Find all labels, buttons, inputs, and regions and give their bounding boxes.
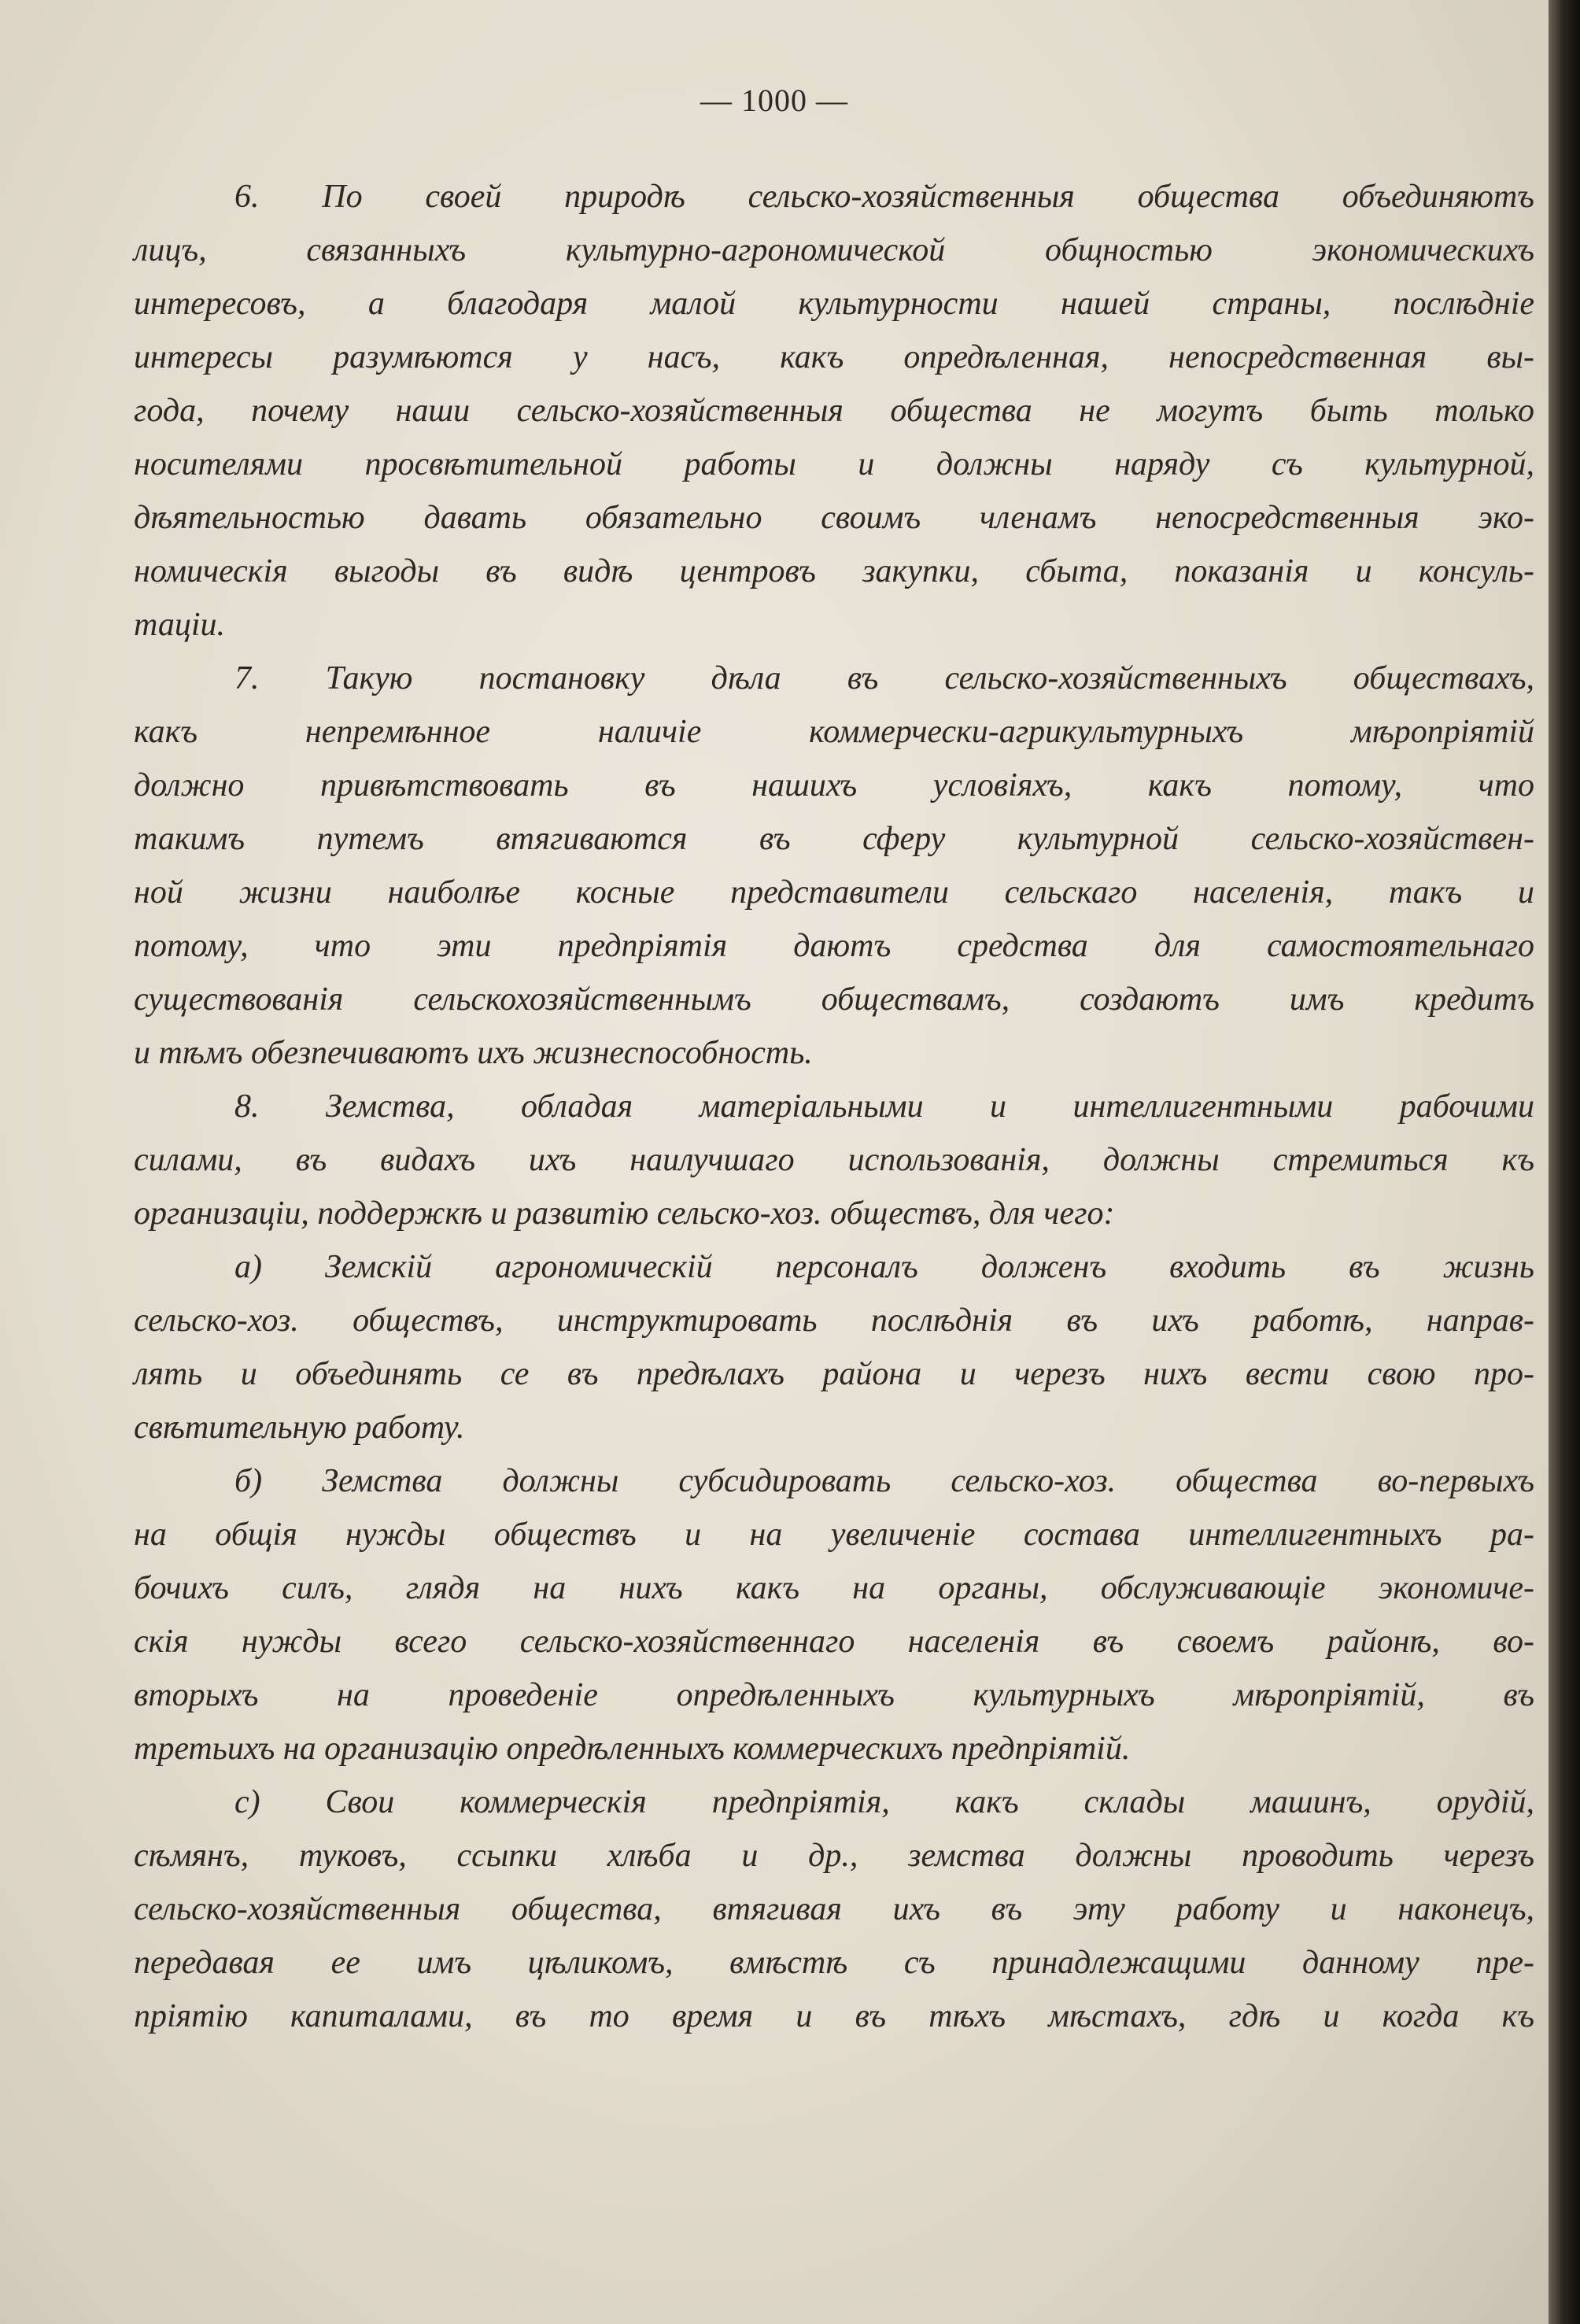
text-line: на общiя нужды обществъ и на увеличенie состава интеллигентныхъ ра- xyxy=(134,1517,1534,1553)
text-line: с) Свои коммерческiя предпрiятiя, какъ склады машинъ, орудiй, xyxy=(234,1784,1534,1820)
text-line: а) Земскiй агрономическiй персоналъ долженъ входить въ жизнь xyxy=(234,1249,1534,1285)
paragraph-8c xyxy=(134,1775,1534,2043)
text-line: какъ непремѣнное наличie коммерчески-агрикультурныхъ мѣропрiятiй xyxy=(134,714,1534,750)
paragraph-6 xyxy=(134,170,1534,652)
text-line: сельско-хоз. обществъ, инструктировать послѣднiя въ ихъ работѣ, направ- xyxy=(134,1302,1534,1339)
text-line: лицъ, связанныхъ культурно-агрономической общностью экономическихъ xyxy=(134,232,1534,268)
paragraph-8b xyxy=(134,1454,1534,1775)
text-line: года, почему наши сельско-хозяйственныя общества не могутъ быть только xyxy=(134,393,1534,429)
text-line: дѣятельностью давать обязательно своимъ членамъ непосредственныя эко- xyxy=(134,500,1534,536)
text-line: такимъ путемъ втягиваются въ сферу культурной сельско-хозяйствен- xyxy=(134,821,1534,857)
text-line: потому, что эти предпрiятiя даютъ средства для самостоятельнаго xyxy=(134,928,1534,964)
page-body-text xyxy=(134,170,1534,2043)
text-line: тацiи. xyxy=(134,607,226,643)
text-line: бочихъ силъ, глядя на нихъ какъ на органы, обслуживающie экономиче- xyxy=(134,1570,1534,1606)
text-line: лять и объединять се въ предѣлахъ района и черезъ нихъ вести свою про- xyxy=(134,1356,1534,1392)
text-line: сѣмянъ, туковъ, ссыпки хлѣба и др., земства должны проводить черезъ xyxy=(134,1838,1534,1874)
text-line: интересы разумѣются у насъ, какъ опредѣленная, непосредственная вы- xyxy=(134,339,1534,375)
paragraph-7 xyxy=(134,652,1534,1080)
paragraph-8 xyxy=(134,1080,1534,1240)
text-line: интересовъ, а благодаря малой культурности нашей страны, послѣднie xyxy=(134,286,1534,322)
text-line: скiя нужды всего сельско-хозяйственнаго населенiя въ своемъ районѣ, во- xyxy=(134,1624,1534,1660)
page-number: — 1000 — xyxy=(700,83,848,118)
text-line: силами, въ видахъ ихъ наилучшаго использованiя, должны стремиться къ xyxy=(134,1142,1534,1178)
text-line: свѣтительную работу. xyxy=(134,1410,465,1446)
text-line: ной жизни наиболѣе косные представители сельскаго населенiя, такъ и xyxy=(134,874,1534,911)
text-line: существованiя сельскохозяйственнымъ обществамъ, создаютъ имъ кредитъ xyxy=(134,981,1534,1018)
text-line: сельско-хозяйственныя общества, втягивая ихъ въ эту работу и наконецъ, xyxy=(134,1891,1534,1927)
text-line: передавая ее имъ цѣликомъ, вмѣстѣ съ принадлежащими данному пре- xyxy=(134,1945,1534,1981)
text-line: организацiи, поддержкѣ и развитiю сельско-хоз. обществъ, для чего: xyxy=(134,1195,1115,1232)
text-line: номическiя выгоды въ видѣ центровъ закупки, сбыта, показанiя и консуль- xyxy=(134,553,1534,589)
text-line: носителями просвѣтительной работы и должны наряду съ культурной, xyxy=(134,446,1534,482)
text-line: прiятiю капиталами, въ то время и въ тѣхъ мѣстахъ, гдѣ и когда къ xyxy=(134,1998,1534,2034)
text-line: 6. По своей природѣ сельско-хозяйственныя общества объединяютъ xyxy=(234,179,1534,215)
text-line: третьихъ на организацiю опредѣленныхъ коммерческихъ предпрiятiй. xyxy=(134,1731,1131,1767)
text-line: должно привѣтствовать въ нашихъ условiяхъ, какъ потому, что xyxy=(134,767,1534,804)
text-line: и тѣмъ обезпечиваютъ ихъ жизнеспособность. xyxy=(134,1035,813,1071)
text-line: вторыхъ на проведенie опредѣленныхъ культурныхъ мѣропрiятiй, въ xyxy=(134,1677,1534,1713)
text-line: б) Земства должны субсидировать сельско-хоз. общества во-первыхъ xyxy=(234,1463,1534,1499)
text-line: 8. Земства, обладая матерiальными и интеллигентными рабочими xyxy=(234,1088,1534,1125)
book-spine-shadow xyxy=(1549,0,1580,2324)
text-line: 7. Такую постановку дѣла въ сельско-хозяйственныхъ обществахъ, xyxy=(234,660,1534,696)
paragraph-8a xyxy=(134,1240,1534,1454)
